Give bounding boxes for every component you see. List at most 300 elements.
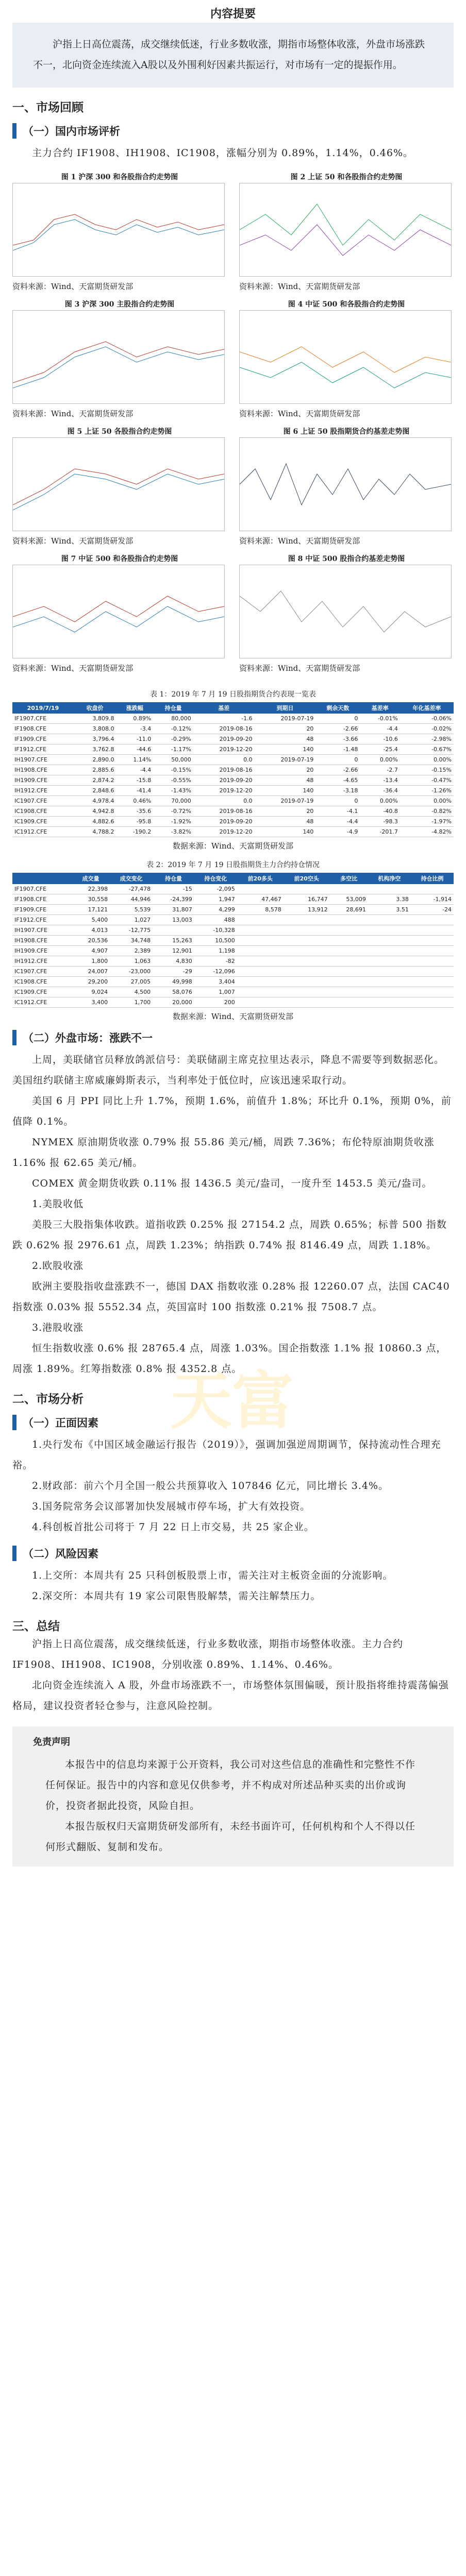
table-cell: -1.6: [193, 714, 255, 724]
table-header: 前20多头: [237, 873, 284, 884]
table-cell: 58,076: [153, 987, 194, 997]
table-cell: [411, 884, 454, 894]
table-cell: -10,328: [194, 925, 237, 936]
table-cell: 2,848.6: [74, 786, 116, 796]
table-cell: 15,263: [153, 936, 194, 946]
figure-4-title: 图 4 中证 500 和各股指合约走势图: [288, 300, 405, 309]
table-cell: 4,830: [153, 956, 194, 967]
table-header: 多空比: [330, 873, 368, 884]
table-cell: 2019-08-16: [193, 765, 255, 775]
table-cell: 12,901: [153, 946, 194, 956]
table-cell: IH1909.CFE: [12, 946, 72, 956]
figure-7-chart: [12, 565, 225, 658]
table-row: [12, 956, 454, 967]
table-cell: 31,807: [153, 905, 194, 915]
table-cell: -2.66: [315, 765, 360, 775]
table-cell: -2.7: [360, 765, 400, 775]
table-cell: 22,398: [72, 884, 110, 894]
table-header: 持仓比例: [411, 873, 454, 884]
table-cell: IF1908.CFE: [12, 724, 74, 734]
table-cell: [368, 977, 411, 987]
table-cell: -0.72%: [153, 806, 193, 817]
table-cell: -4.4: [116, 765, 153, 775]
table-row: [12, 734, 454, 744]
table-cell: 4,942.8: [74, 806, 116, 817]
figure-6-chart: [239, 437, 452, 531]
table-cell: -29: [153, 967, 194, 977]
table-cell: IC1908.CFE: [12, 806, 74, 817]
table-cell: 48: [255, 775, 316, 786]
table-cell: -1.43%: [153, 786, 193, 796]
table-cell: 28,691: [330, 905, 368, 915]
table-cell: 1,007: [194, 987, 237, 997]
table-cell: [368, 946, 411, 956]
table-cell: -0.82%: [400, 806, 454, 817]
table-cell: -0.12%: [153, 724, 193, 734]
table-cell: [330, 946, 368, 956]
table-cell: 2019-12-20: [193, 744, 255, 755]
table-cell: 2019-07-19: [255, 796, 316, 806]
table-cell: [411, 956, 454, 967]
figure-8-title: 图 8 中证 500 股指合约基差走势图: [288, 555, 405, 563]
table-cell: -12,096: [194, 967, 237, 977]
figure-4-chart: [239, 310, 452, 404]
table-row: [12, 967, 454, 977]
table-cell: 48: [255, 817, 316, 827]
table-cell: [330, 967, 368, 977]
figure-3-source: 资料来源：Wind、天富期货研发部: [12, 409, 134, 418]
figure-6: [239, 426, 454, 546]
table-cell: 140: [255, 827, 316, 837]
figure-5: [12, 426, 227, 546]
table-cell: [330, 925, 368, 936]
table-cell: [284, 946, 330, 956]
table-cell: IC1909.CFE: [12, 817, 74, 827]
table-cell: -98.3: [360, 817, 400, 827]
section3-title: 三、总结: [12, 1619, 60, 1633]
table-cell: 4,907: [72, 946, 110, 956]
table-cell: 34,748: [110, 936, 153, 946]
table-cell: IC1912.CFE: [12, 827, 74, 837]
table-cell: -35.6: [116, 806, 153, 817]
table-cell: IF1912.CFE: [12, 915, 72, 925]
table-cell: 30,558: [72, 894, 110, 905]
table-cell: IH1908.CFE: [12, 936, 72, 946]
main-contract-paragraph: 主力合约 IF1908、IH1908、IC1908，涨幅分别为 0.89%，1.14%，0.46%。: [32, 147, 414, 159]
table-cell: [368, 967, 411, 977]
table-cell: IF1912.CFE: [12, 744, 74, 755]
figure-5-title: 图 5 上证 50 各股指合约走势图: [67, 428, 172, 436]
table-cell: [411, 946, 454, 956]
positions-table: [12, 873, 454, 1008]
table-cell: -0.55%: [153, 775, 193, 786]
figure-6-title: 图 6 上证 50 股指期货合约基差走势图: [283, 428, 410, 436]
table-cell: -0.15%: [400, 765, 454, 775]
table-cell: 0.00%: [400, 796, 454, 806]
table-cell: 0.46%: [116, 796, 153, 806]
table-cell: 0: [315, 796, 360, 806]
table-cell: 488: [194, 915, 237, 925]
table-cell: [284, 967, 330, 977]
table-cell: 0.00%: [360, 796, 400, 806]
table-cell: 2,389: [110, 946, 153, 956]
table-cell: IH1908.CFE: [12, 765, 74, 775]
table-row: [12, 827, 454, 837]
table-header: 涨跌幅: [116, 702, 153, 714]
table-cell: [411, 967, 454, 977]
paragraph: COMEX 黄金期货收跌 0.11% 报 1436.5 美元/盎司，一度升至 1453.5 美元/盎司。: [32, 1178, 432, 1189]
paragraph: 4.科创板首批公司将于 7 月 22 日上市交易，共 25 家企业。: [32, 1521, 314, 1533]
table-cell: 53,009: [330, 894, 368, 905]
table-cell: 2019-12-20: [193, 827, 255, 837]
table-cell: [368, 915, 411, 925]
figure-8-chart: [239, 565, 452, 658]
figure-7: [12, 553, 227, 673]
table-cell: -1.48: [315, 744, 360, 755]
figure-2: [239, 172, 454, 292]
table-header: [12, 873, 72, 884]
paragraph: 本报告版权归天富期货研发部所有，未经书面许可，任何机构和个人不得以任何形式翻版、复制和发布。: [45, 1821, 416, 1853]
table-cell: 3.51: [368, 905, 411, 915]
table-row: [12, 714, 454, 724]
figure-4: [239, 299, 454, 419]
table-header: 收盘价: [74, 702, 116, 714]
paragraph: 美国 6 月 PPI 同比上升 1.7%，预期 1.6%，前值升 1.8%；环比升 0.1%，预期 0%，前值降 0.1%。: [12, 1095, 452, 1127]
table-cell: [284, 884, 330, 894]
disclaimer-title: 免责声明: [33, 1737, 70, 1748]
table-cell: -1,914: [411, 894, 454, 905]
paragraph: NYMEX 原油期货收涨 0.79% 报 55.86 美元/桶，周跌 7.36%；布伦特原油期货收涨 1.16% 报 62.65 美元/桶。: [12, 1137, 435, 1168]
summary-title: 内容提要: [210, 7, 256, 21]
table-cell: [330, 915, 368, 925]
table-cell: 13,912: [284, 905, 330, 915]
table-cell: -24: [411, 905, 454, 915]
table-cell: -4.1: [315, 806, 360, 817]
table-cell: -3.4: [116, 724, 153, 734]
table-cell: 9,024: [72, 987, 110, 997]
table-cell: -36.4: [360, 786, 400, 796]
paragraph: 1.央行发布《中国区域金融运行报告（2019）》，强调加强逆周期调节，保持流动性合理充裕。: [12, 1439, 441, 1471]
table-cell: [330, 884, 368, 894]
table-cell: [237, 946, 284, 956]
table-cell: [284, 936, 330, 946]
table-cell: [237, 967, 284, 977]
table-cell: 1.14%: [116, 755, 153, 765]
table-cell: 10,500: [194, 936, 237, 946]
figure-1-title: 图 1 沪深 300 和各股指合约走势图: [61, 173, 178, 181]
table-cell: [153, 925, 194, 936]
table-cell: [284, 987, 330, 997]
table-row: [12, 755, 454, 765]
table1-title: 表 1：2019 年 7 月 19 日股指期货合约表现一览表: [150, 690, 316, 699]
table-cell: [330, 936, 368, 946]
table-cell: 3,400: [72, 997, 110, 1008]
table-cell: -3.82%: [153, 827, 193, 837]
table-cell: -190.2: [116, 827, 153, 837]
table-cell: 50,000: [153, 755, 193, 765]
table-header: 持仓量: [153, 702, 193, 714]
table-header: 到期日: [255, 702, 316, 714]
table-cell: -0.47%: [400, 775, 454, 786]
table-cell: -4.82%: [400, 827, 454, 837]
figure-1-source: 资料来源：Wind、天富期货研发部: [12, 282, 134, 291]
table-cell: IF1909.CFE: [12, 905, 72, 915]
table-row: [12, 817, 454, 827]
table-cell: 2,874.2: [74, 775, 116, 786]
table-row: [12, 765, 454, 775]
table-cell: 4,500: [110, 987, 153, 997]
table-row: [12, 925, 454, 936]
paragraph: 3.国务院常务会议部署加快发展城市停车场，扩大有效投资。: [32, 1501, 311, 1512]
table-row: [12, 786, 454, 796]
table-cell: -4.9: [315, 827, 360, 837]
table-cell: 1,063: [110, 956, 153, 967]
paragraph: 2.财政部：前六个月全国一般公共预算收入 107846 亿元，同比增长 3.4%。: [32, 1480, 389, 1492]
table-cell: [368, 936, 411, 946]
table-cell: 29,200: [72, 977, 110, 987]
table-row: [12, 997, 454, 1008]
figure-2-chart: [239, 183, 452, 277]
table-cell: 0.00%: [360, 755, 400, 765]
table-cell: 4,978.4: [74, 796, 116, 806]
table-cell: IH1907.CFE: [12, 925, 72, 936]
table-cell: 2,890.0: [74, 755, 116, 765]
table-cell: 200: [194, 997, 237, 1008]
table-cell: -0.29%: [153, 734, 193, 744]
table-cell: 2019-08-16: [193, 724, 255, 734]
table-cell: -95.8: [116, 817, 153, 827]
table-cell: 4,013: [72, 925, 110, 936]
table-cell: IC1909.CFE: [12, 987, 72, 997]
table-cell: [368, 925, 411, 936]
watermark: 天富: [170, 1367, 294, 1436]
table-cell: -201.7: [360, 827, 400, 837]
risk-factors: [0, 1565, 466, 1606]
table-cell: 1,198: [194, 946, 237, 956]
table-cell: 3,762.8: [74, 744, 116, 755]
section2-title: 二、市场分析: [12, 1392, 84, 1406]
table-cell: [411, 997, 454, 1008]
table-row: [12, 977, 454, 987]
figure-6-source: 资料来源：Wind、天富期货研发部: [239, 536, 360, 546]
table2-title: 表 2：2019 年 7 月 19 日股指期货主力合约持仓情况: [146, 861, 320, 869]
table-cell: 17,121: [72, 905, 110, 915]
table-cell: -13.4: [360, 775, 400, 786]
table-cell: 0.0: [193, 755, 255, 765]
table-cell: -0.06%: [400, 714, 454, 724]
table2-source: 数据来源：Wind、天富期货研发部: [172, 1012, 294, 1021]
table-header: 持仓变化: [194, 873, 237, 884]
table-cell: IH1912.CFE: [12, 786, 74, 796]
table-cell: [368, 987, 411, 997]
table-cell: IF1907.CFE: [12, 884, 72, 894]
table-cell: -2.98%: [400, 734, 454, 744]
table-cell: -41.4: [116, 786, 153, 796]
table-cell: [368, 997, 411, 1008]
table-cell: -27,478: [110, 884, 153, 894]
table-cell: [237, 884, 284, 894]
table-cell: [330, 977, 368, 987]
table-row: [12, 987, 454, 997]
table-cell: [330, 997, 368, 1008]
table-cell: -4.4: [360, 724, 400, 734]
table-cell: 13,003: [153, 915, 194, 925]
table-cell: -0.02%: [400, 724, 454, 734]
table-cell: 20: [255, 724, 316, 734]
table-cell: IC1908.CFE: [12, 977, 72, 987]
table-cell: 2019-07-19: [255, 755, 316, 765]
table-cell: 48: [255, 734, 316, 744]
table-cell: 0: [315, 714, 360, 724]
figure-4-source: 资料来源：Wind、天富期货研发部: [239, 409, 360, 418]
table-cell: [284, 915, 330, 925]
table-cell: -2,095: [194, 884, 237, 894]
paragraph: 2.欧股收涨: [32, 1260, 84, 1272]
table-row: [12, 905, 454, 915]
paragraph: 欧洲主要股指收盘涨跌不一，德国 DAX 指数收涨 0.28% 报 12260.07 点，法国 CAC40 指数涨 0.03% 报 5552.34 点，英国富时 100 指数涨 0.21% 报 7508.7 点。: [12, 1281, 450, 1313]
table-cell: [411, 936, 454, 946]
table-cell: -40.8: [360, 806, 400, 817]
paragraph: 本报告中的信息均来源于公开资料，我公司对这些信息的准确性和完整性不作任何保证。报告中的内容和意见仅供参考，并不构成对所述品种买卖的出价或询价，投资者据此投资，风险自担。: [45, 1759, 416, 1811]
table-header: 基差: [193, 702, 255, 714]
table-cell: -1.92%: [153, 817, 193, 827]
table-header: 成交变化: [110, 873, 153, 884]
table-cell: 0.0: [193, 796, 255, 806]
paragraph: 1.美股收低: [32, 1198, 84, 1210]
table-row: [12, 724, 454, 734]
table-cell: 0: [315, 755, 360, 765]
paragraph: 北向资金连续流入 A 股，外盘市场涨跌不一，市场整体氛围偏暖，预计股指将维持震荡偏强格局，建议投资者轻仓参与，注意风险控制。: [12, 1680, 449, 1711]
figure-5-chart: [12, 437, 225, 531]
table-cell: 2019-08-16: [193, 806, 255, 817]
table-cell: 1,027: [110, 915, 153, 925]
table-cell: -10.6: [360, 734, 400, 744]
table-cell: 2019-09-20: [193, 817, 255, 827]
figure-2-title: 图 2 上证 50 和各股指合约走势图: [290, 173, 403, 181]
table-cell: 4,299: [194, 905, 237, 915]
table-cell: -44.6: [116, 744, 153, 755]
table-cell: 3,809.8: [74, 714, 116, 724]
table-cell: [368, 956, 411, 967]
positive-factors: [0, 1434, 466, 1537]
table-cell: -82: [194, 956, 237, 967]
subheading-risk: （二）风险因素: [12, 1546, 454, 1561]
table-cell: [237, 915, 284, 925]
table-cell: [284, 925, 330, 936]
table-cell: 5,400: [72, 915, 110, 925]
table-cell: -4.65: [315, 775, 360, 786]
table-cell: 20,000: [153, 997, 194, 1008]
table-cell: -3.66: [315, 734, 360, 744]
conclusion-paragraphs: [0, 1634, 466, 1716]
table-cell: 1,700: [110, 997, 153, 1008]
table-cell: -15: [153, 884, 194, 894]
figure-3: [12, 299, 227, 419]
table-cell: [284, 997, 330, 1008]
table-cell: 27,005: [110, 977, 153, 987]
table-cell: 70,000: [153, 796, 193, 806]
table-header: 前20空头: [284, 873, 330, 884]
table-cell: -4.4: [315, 817, 360, 827]
subheading-overseas: （二）外盘市场：涨跌不一: [12, 1030, 454, 1045]
table-cell: [237, 936, 284, 946]
table-header: 持仓量: [153, 873, 194, 884]
table-cell: 8,578: [237, 905, 284, 915]
table-cell: [411, 977, 454, 987]
table-cell: -1.26%: [400, 786, 454, 796]
figure-2-source: 资料来源：Wind、天富期货研发部: [239, 282, 360, 291]
subheading-positive: （一）正面因素: [12, 1415, 454, 1430]
table-row: [12, 806, 454, 817]
figure-3-chart: [12, 310, 225, 404]
table-cell: -0.01%: [360, 714, 400, 724]
table-cell: -0.67%: [400, 744, 454, 755]
table-cell: [411, 915, 454, 925]
table-row: [12, 894, 454, 905]
futures-performance-table: [12, 702, 454, 837]
disclaimer-box: [12, 1726, 454, 1867]
table-cell: 49,998: [153, 977, 194, 987]
table-cell: 2019-09-20: [193, 775, 255, 786]
table-cell: [237, 956, 284, 967]
disclaimer-text: [33, 1754, 433, 1857]
table-cell: 20: [255, 806, 316, 817]
table-cell: 44,946: [110, 894, 153, 905]
summary-box: 沪指上日高位震荡，成交继续低迷，行业多数收涨，期指市场整体收涨，外盘市场涨跌不一，北向资金连续流入A股以及外围利好因素共振运行，对市场有一定的提振作用。: [12, 23, 454, 88]
table-cell: 47,467: [237, 894, 284, 905]
table-cell: -15.8: [116, 775, 153, 786]
table-cell: -24,399: [153, 894, 194, 905]
table-cell: 1,947: [194, 894, 237, 905]
table-cell: IC1912.CFE: [12, 997, 72, 1008]
table-cell: [411, 987, 454, 997]
table-cell: IH1907.CFE: [12, 755, 74, 765]
table-row: [12, 744, 454, 755]
table-header: 年化基差率: [400, 702, 454, 714]
table-cell: 3,404: [194, 977, 237, 987]
table-cell: IC1907.CFE: [12, 796, 74, 806]
table-header: 2019/7/19: [12, 702, 74, 714]
table-cell: [284, 977, 330, 987]
table-cell: 20,536: [72, 936, 110, 946]
table-cell: 80,000: [153, 714, 193, 724]
table-cell: [284, 956, 330, 967]
figure-8: [239, 553, 454, 673]
table-cell: -25.4: [360, 744, 400, 755]
paragraph: 恒生指数收涨 0.6% 报 28765.4 点，周涨 1.03%。国企指数涨 1.1% 报 10860.3 点，周涨 1.89%。红筹指数涨 0.8% 报 4352.8 点。: [12, 1343, 447, 1375]
table-cell: 20: [255, 765, 316, 775]
table-cell: [411, 925, 454, 936]
table-cell: -11.0: [116, 734, 153, 744]
table-row: [12, 946, 454, 956]
table-cell: [237, 977, 284, 987]
table-cell: 2019-09-20: [193, 734, 255, 744]
table-cell: 0.00%: [400, 755, 454, 765]
table-header: 机构净空: [368, 873, 411, 884]
figure-5-source: 资料来源：Wind、天富期货研发部: [12, 536, 134, 546]
table-cell: 3,796.4: [74, 734, 116, 744]
table-cell: -2.66: [315, 724, 360, 734]
table-row: [12, 775, 454, 786]
figure-1-chart: [12, 183, 225, 277]
table-cell: 140: [255, 786, 316, 796]
table-cell: 2,885.6: [74, 765, 116, 775]
paragraph: 上周，美联储官员释放鸽派信号：美联储副主席克拉里达表示，降息不需要等到数据恶化。美国纽约联储主席威廉姆斯表示，当利率处于低位时，应该迅速采取行动。: [12, 1054, 445, 1086]
table-cell: IH1909.CFE: [12, 775, 74, 786]
table-cell: IF1909.CFE: [12, 734, 74, 744]
table-cell: 16,747: [284, 894, 330, 905]
table-cell: 4,882.6: [74, 817, 116, 827]
